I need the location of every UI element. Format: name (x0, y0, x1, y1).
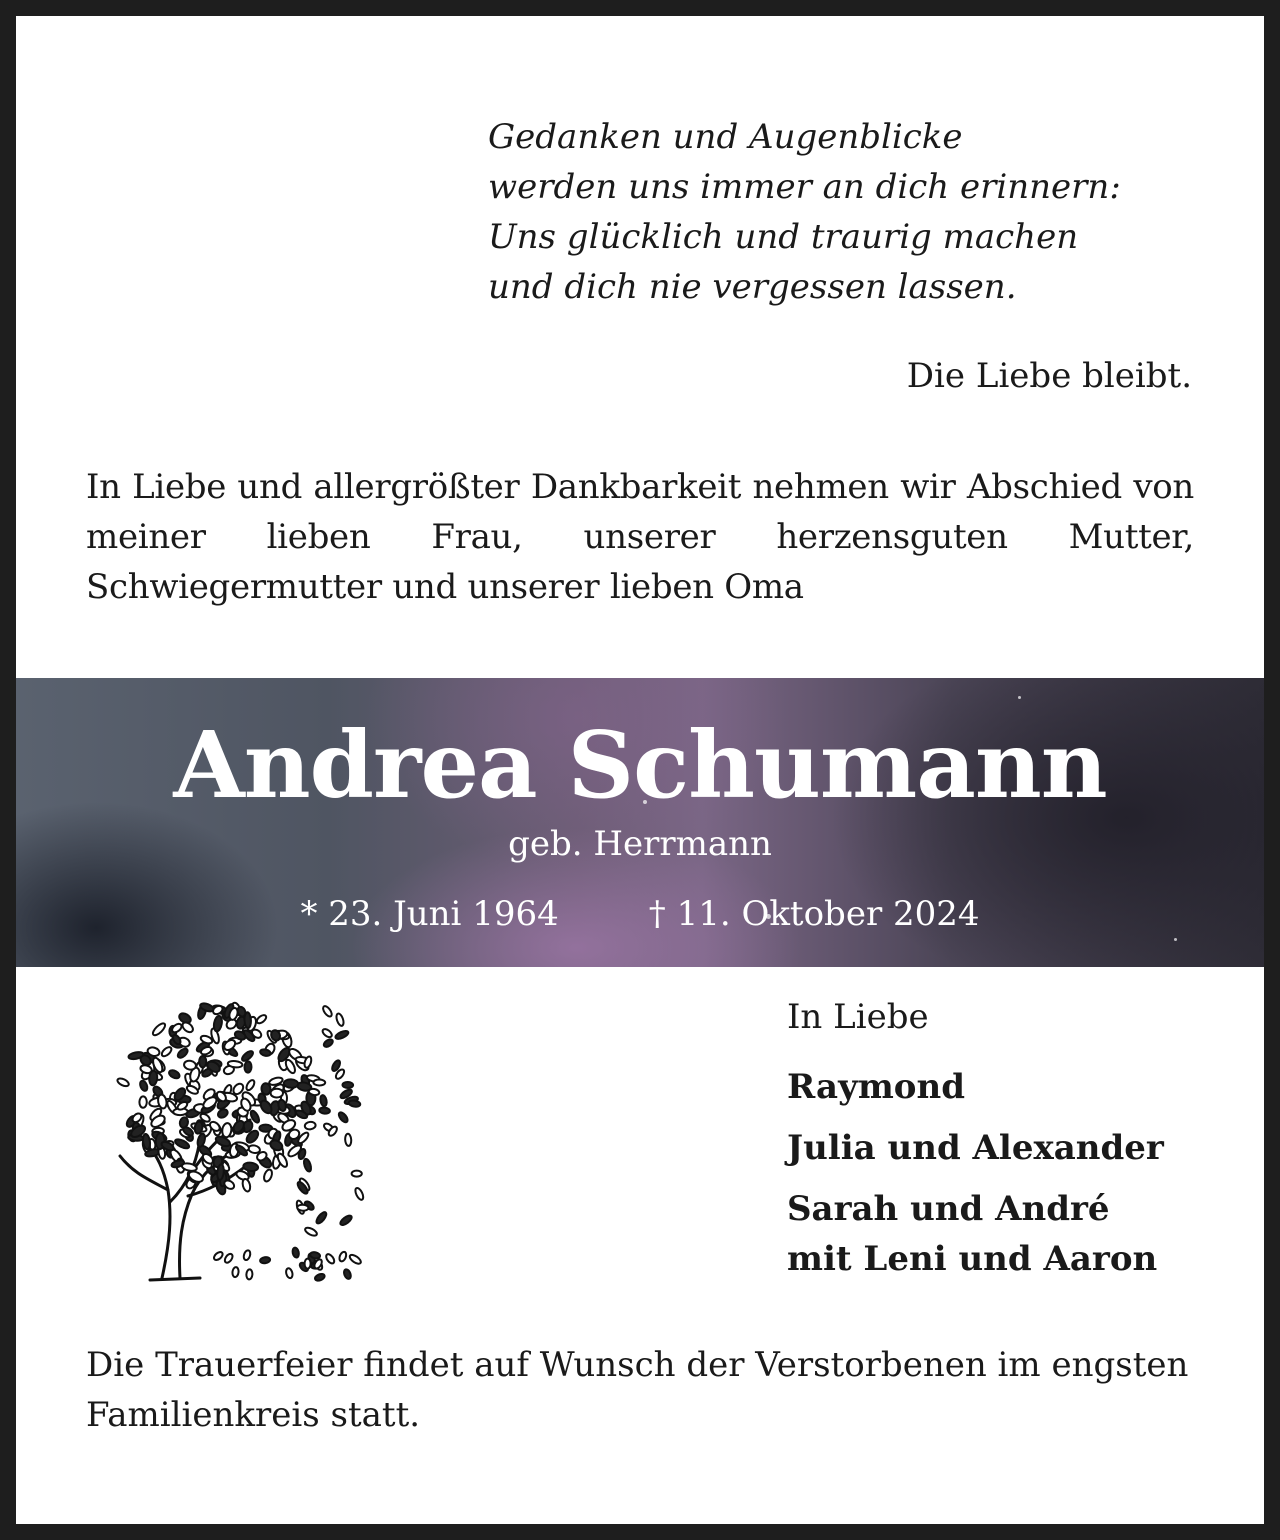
sparkle (1174, 938, 1177, 941)
life-dates (16, 892, 1264, 936)
family-name: mit Leni und Aaron (787, 1239, 1158, 1279)
motto: Die Liebe bleibt. (906, 356, 1192, 396)
sparkle (1018, 696, 1021, 699)
windblown-tree-icon (100, 980, 370, 1290)
family-block (787, 992, 1164, 1295)
intro-text: In Liebe und allergrößter Dankbarkeit nehmen wir Abschied von meiner lieben Frau, unserer herzensguten Mutter, Schwiegermutter und unserer lieben Oma (86, 467, 1194, 607)
birth-date: * 23. Juni 1964 (300, 894, 559, 934)
deceased-name: Andrea Schumann (173, 711, 1107, 819)
poem-line: Uns glücklich und traurig machen (488, 217, 1079, 257)
family-name: Raymond (787, 1067, 965, 1107)
family-lead: In Liebe (787, 997, 929, 1037)
maiden-name: geb. Herrmann (508, 824, 772, 864)
family-name: Julia und Alexander (787, 1128, 1164, 1168)
funeral-notice: Die Trauerfeier findet auf Wunsch der Verstorbenen im engsten Familienkreis statt. (86, 1345, 1189, 1435)
poem-line: Gedanken und Augenblicke (488, 117, 963, 157)
death-date: † 11. Oktober 2024 (648, 894, 980, 934)
name-banner (16, 678, 1264, 967)
family-name: Sarah und André (787, 1189, 1110, 1229)
poem-line: und dich nie vergessen lassen. (488, 267, 1017, 307)
poem (488, 112, 1121, 312)
poem-line: werden uns immer an dich erinnern: (488, 167, 1121, 207)
